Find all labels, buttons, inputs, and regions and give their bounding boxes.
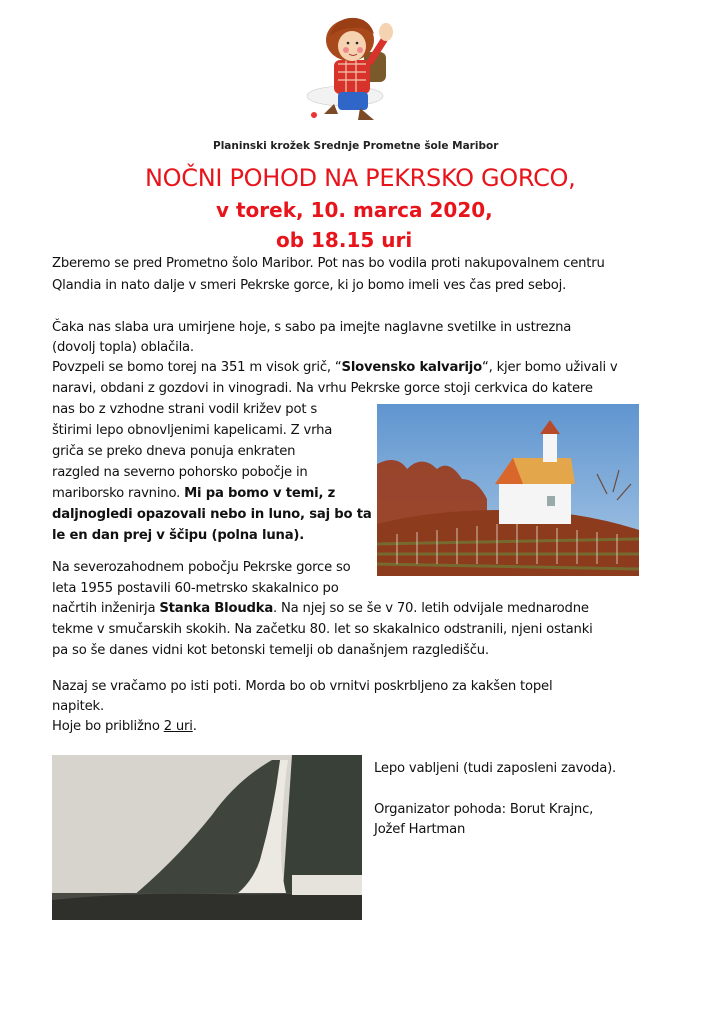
text: Povzpeli se bomo torej na 351 m visok grič, “ xyxy=(52,360,342,375)
paragraph-hill-line xyxy=(52,484,335,504)
paragraph-hill-line: le en dan prej v ščipu (polna luna). xyxy=(52,528,305,543)
invitation-text: Lepo vabljeni (tudi zaposleni zavoda). xyxy=(374,761,617,776)
paragraph-equipment-line: Čaka nas slaba ura umirjene hoje, s sabo pa imejte naglavne svetilke in ustrezna xyxy=(52,320,572,335)
church-photo xyxy=(377,404,639,576)
event-title: NOČNI POHOD NA PEKRSKO GORCO, xyxy=(145,164,576,192)
paragraph-ski-jump-line: tekme v smučarskih skokih. Na začetku 80. let so skakalnico odstranili, njeni ostanki xyxy=(52,622,593,637)
paragraph-ski-jump-line: leta 1955 postavili 60-metrsko skakalnico po xyxy=(52,581,339,596)
text: “, kjer bomo uživali v xyxy=(481,360,618,375)
organizer-text: Organizator pohoda: Borut Krajnc, xyxy=(374,802,594,817)
text: . xyxy=(192,719,197,734)
text: . Na njej so se še v 70. letih odvijale mednarodne xyxy=(273,601,589,616)
text: Hoje bo približno xyxy=(52,719,164,734)
paragraph-return-line: Nazaj se vračamo po isti poti. Morda bo ob vrnitvi poskrbljeno za kakšen topel xyxy=(52,679,553,694)
paragraph-ski-jump-line xyxy=(52,599,589,619)
paragraph-hill-line: daljnogledi opazovali nebo in luno, saj bo ta xyxy=(52,507,372,522)
underlined-duration: 2 uri xyxy=(163,719,193,734)
paragraph-hill-line: nas bo z vzhodne strani vodil križev pot s xyxy=(52,402,317,417)
paragraph-equipment-line: (dovolj topla) oblačila. xyxy=(52,340,194,355)
paragraph-ski-jump-line: pa so še danes vidni kot betonski temelji ob današnjem razgledišču. xyxy=(52,643,489,658)
bold-text: Slovensko kalvarijo xyxy=(341,360,482,375)
text: načrtih inženirja xyxy=(52,601,160,616)
hiker-mascot-illustration xyxy=(300,8,420,126)
text: mariborsko ravnino. xyxy=(52,486,185,501)
paragraph-ski-jump-line: Na severozahodnem pobočju Pekrske gorce so xyxy=(52,560,351,575)
club-subtitle: Planinski krožek Srednje Prometne šole Maribor xyxy=(213,140,499,152)
paragraph-hill-line: griča se preko dneva ponuja enkraten xyxy=(52,444,296,459)
paragraph-meeting-line: Zberemo se pred Prometno šolo Maribor. Pot nas bo vodila proti nakupovalnem centru xyxy=(52,256,605,271)
event-time: ob 18.15 uri xyxy=(276,228,413,252)
paragraph-hill-line: naravi, obdani z gozdovi in vinogradi. Na vrhu Pekrske gorce stoji cerkvica do katere xyxy=(52,381,593,396)
bold-text: Mi pa bomo v temi, z xyxy=(184,486,336,501)
paragraph-hill-line: štirimi lepo obnovljenimi kapelicami. Z vrha xyxy=(52,423,333,438)
event-date: v torek, 10. marca 2020, xyxy=(216,198,493,222)
paragraph-duration-line xyxy=(52,717,197,737)
paragraph-return-line: napitek. xyxy=(52,699,104,714)
paragraph-meeting-line: Qlandia in nato dalje v smeri Pekrske gorce, ki jo bomo imeli ves čas pred seboj. xyxy=(52,278,567,293)
bold-text: Stanka Bloudka xyxy=(159,601,274,616)
ski-jump-historic-photo xyxy=(52,755,362,920)
flower-icon xyxy=(311,112,317,118)
paragraph-hill-line xyxy=(52,358,618,378)
paragraph-hill-line: razgled na severno pohorsko pobočje in xyxy=(52,465,308,480)
organizer-text: Jožef Hartman xyxy=(374,822,466,837)
